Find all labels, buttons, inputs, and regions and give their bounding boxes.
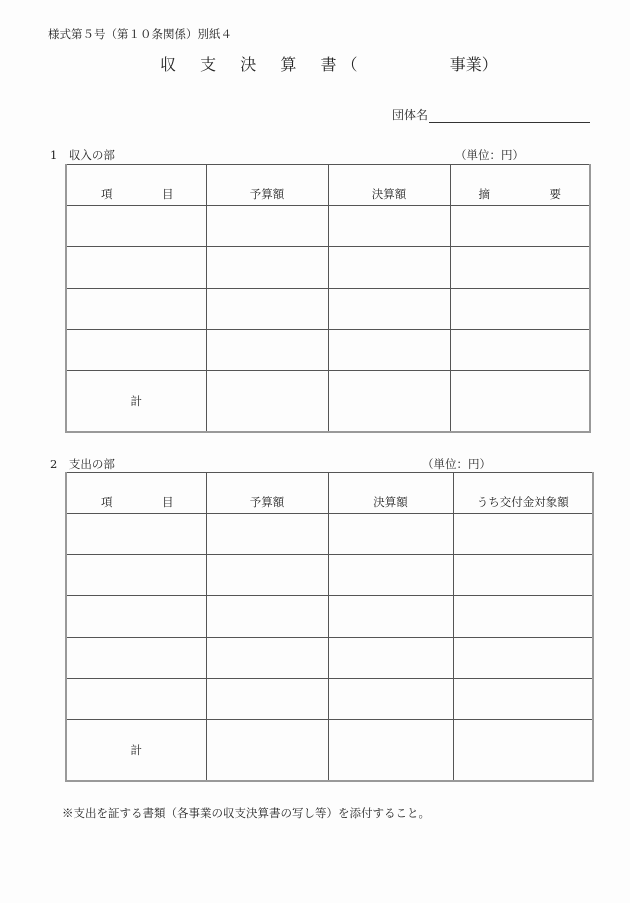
expense-section-label: 2 支出の部 (50, 457, 115, 471)
col-header-settlement: 決算額 (328, 473, 453, 514)
cell-subsidy-target[interactable] (453, 638, 593, 679)
cell-budget[interactable] (206, 638, 328, 679)
total-settlement[interactable] (328, 720, 453, 781)
expense-table (65, 472, 594, 782)
cell-subsidy-target[interactable] (453, 679, 593, 720)
table-row (66, 596, 593, 638)
cell-item[interactable] (66, 638, 206, 679)
title-char: 書 (320, 55, 337, 74)
cell-settlement[interactable] (328, 514, 453, 555)
col-header-summary: 摘 要 (450, 165, 590, 206)
total-label: 計 (66, 371, 206, 432)
table-row (66, 514, 593, 555)
organization-input-line[interactable] (429, 109, 590, 123)
table-row (66, 330, 590, 371)
title-char: 算 (280, 55, 297, 74)
cell-item[interactable] (66, 596, 206, 638)
cell-settlement[interactable] (328, 330, 450, 371)
cell-item[interactable] (66, 679, 206, 720)
table-row (66, 638, 593, 679)
col-header-subsidy-target: うち交付金対象額 (453, 473, 593, 514)
cell-budget[interactable] (206, 555, 328, 596)
cell-item[interactable] (66, 206, 206, 247)
table-row (66, 679, 593, 720)
total-label: 計 (66, 720, 206, 781)
table-row (66, 206, 590, 247)
title-char: 収 (160, 55, 177, 74)
cell-settlement[interactable] (328, 596, 453, 638)
income-section-label: 1 収入の部 (50, 148, 115, 162)
attachment-note: ※支出を証する書類（各事業の収支決算書の写し等）を添付すること。 (62, 806, 430, 820)
cell-settlement[interactable] (328, 679, 453, 720)
cell-settlement[interactable] (328, 555, 453, 596)
total-subsidy-target[interactable] (453, 720, 593, 781)
organization-field (392, 106, 590, 123)
cell-item[interactable] (66, 555, 206, 596)
expense-unit-label: （単位：円） (422, 457, 491, 471)
table-row (66, 247, 590, 289)
cell-settlement[interactable] (328, 206, 450, 247)
income-header-row (66, 165, 590, 206)
total-budget[interactable] (206, 371, 328, 432)
title-suffix: 事業） (449, 55, 498, 74)
col-header-budget: 予算額 (206, 165, 328, 206)
col-header-budget: 予算額 (206, 473, 328, 514)
cell-budget[interactable] (206, 247, 328, 289)
organization-label: 団体名 (392, 108, 429, 122)
cell-subsidy-target[interactable] (453, 596, 593, 638)
cell-subsidy-target[interactable] (453, 514, 593, 555)
total-row (66, 720, 593, 781)
income-unit-label: （単位：円） (455, 148, 524, 162)
cell-settlement[interactable] (328, 247, 450, 289)
cell-budget[interactable] (206, 679, 328, 720)
total-summary[interactable] (450, 371, 590, 432)
document-title (160, 52, 498, 75)
cell-summary[interactable] (450, 247, 590, 289)
total-budget[interactable] (206, 720, 328, 781)
cell-budget[interactable] (206, 514, 328, 555)
cell-budget[interactable] (206, 330, 328, 371)
cell-budget[interactable] (206, 596, 328, 638)
expense-header-row (66, 473, 593, 514)
cell-item[interactable] (66, 330, 206, 371)
total-settlement[interactable] (328, 371, 450, 432)
cell-item[interactable] (66, 289, 206, 330)
cell-summary[interactable] (450, 206, 590, 247)
cell-budget[interactable] (206, 206, 328, 247)
form-id: 様式第５号（第１０条関係）別紙４ (48, 27, 232, 41)
cell-summary[interactable] (450, 330, 590, 371)
title-char: 支 (200, 55, 217, 74)
total-row (66, 371, 590, 432)
title-char: 決 (240, 55, 257, 74)
cell-item[interactable] (66, 247, 206, 289)
cell-summary[interactable] (450, 289, 590, 330)
income-table (65, 164, 591, 433)
col-header-item: 項 目 (66, 165, 206, 206)
table-row (66, 555, 593, 596)
cell-item[interactable] (66, 514, 206, 555)
cell-subsidy-target[interactable] (453, 555, 593, 596)
table-row (66, 289, 590, 330)
col-header-settlement: 決算額 (328, 165, 450, 206)
cell-budget[interactable] (206, 289, 328, 330)
title-open-paren: （ (341, 55, 358, 74)
cell-settlement[interactable] (328, 638, 453, 679)
col-header-item: 項 目 (66, 473, 206, 514)
cell-settlement[interactable] (328, 289, 450, 330)
